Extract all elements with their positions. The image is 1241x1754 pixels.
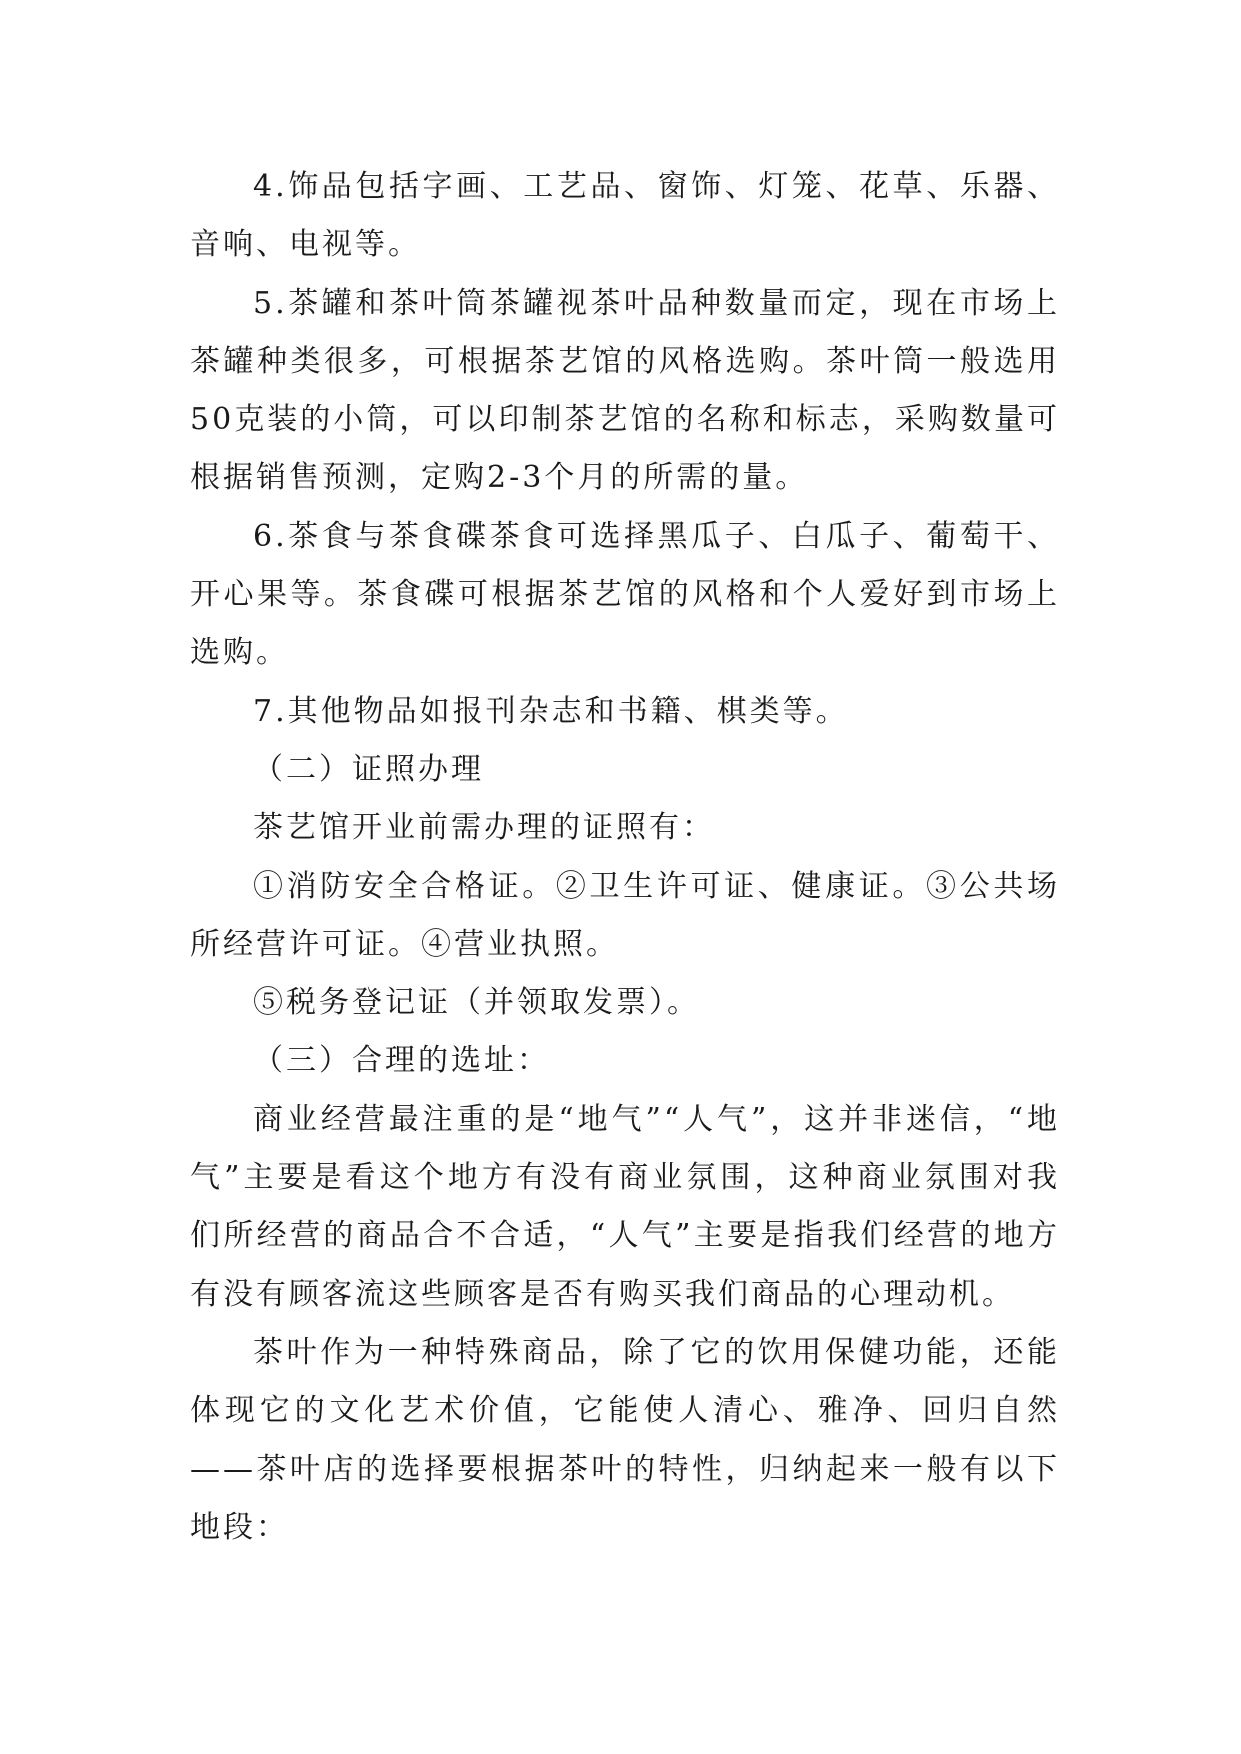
- paragraph-tea-canisters: 5.茶罐和茶叶筒茶罐视茶叶品种数量而定，现在市场上茶罐种类很多，可根据茶艺馆的风格选购。茶叶筒一般选用50克装的小筒，可以印制茶艺馆的名称和标志，采购数量可根据销售预测，定购2-3个月的所需的量。: [190, 285, 1060, 496]
- paragraph-location-principles: 商业经营最注重的是“地气”“人气”，这并非迷信，“地气”主要是看这个地方有没有商业氛围，这种商业氛围对我们所经营的商品合不合适，“人气”主要是指我们经营的地方有没有顾客流这些顾客是否有购买我们商品的心理动机。: [190, 1101, 1060, 1312]
- section-heading-location: （三）合理的选址：: [253, 1043, 550, 1079]
- paragraph-decorations: 4.饰品包括字画、工艺品、窗饰、灯笼、花草、乐器、音响、电视等。: [190, 169, 1060, 263]
- paragraph-tea-snacks: 6.茶食与茶食碟茶食可选择黑瓜子、白瓜子、葡萄干、开心果等。茶食碟可根据茶艺馆的风格和个人爱好到市场上选购。: [190, 518, 1060, 671]
- paragraph-tax-registration: ⑤税务登记证（并领取发票）。: [253, 985, 700, 1021]
- paragraph-licenses-intro: 茶艺馆开业前需办理的证照有：: [253, 810, 715, 846]
- paragraph-tea-characteristics: 茶叶作为一种特殊商品，除了它的饮用保健功能，还能体现它的文化艺术价值，它能使人清心、雅净、回归自然——茶叶店的选择要根据茶叶的特性，归纳起来一般有以下地段：: [190, 1334, 1060, 1545]
- paragraph-licenses-list: ①消防安全合格证。②卫生许可证、健康证。③公共场所经营许可证。④营业执照。: [190, 868, 1060, 962]
- body-text: [190, 158, 1060, 1557]
- section-heading-licenses: （二）证照办理: [253, 751, 484, 787]
- paragraph-other-items: 7.其他物品如报刊杂志和书籍、棋类等。: [253, 693, 849, 729]
